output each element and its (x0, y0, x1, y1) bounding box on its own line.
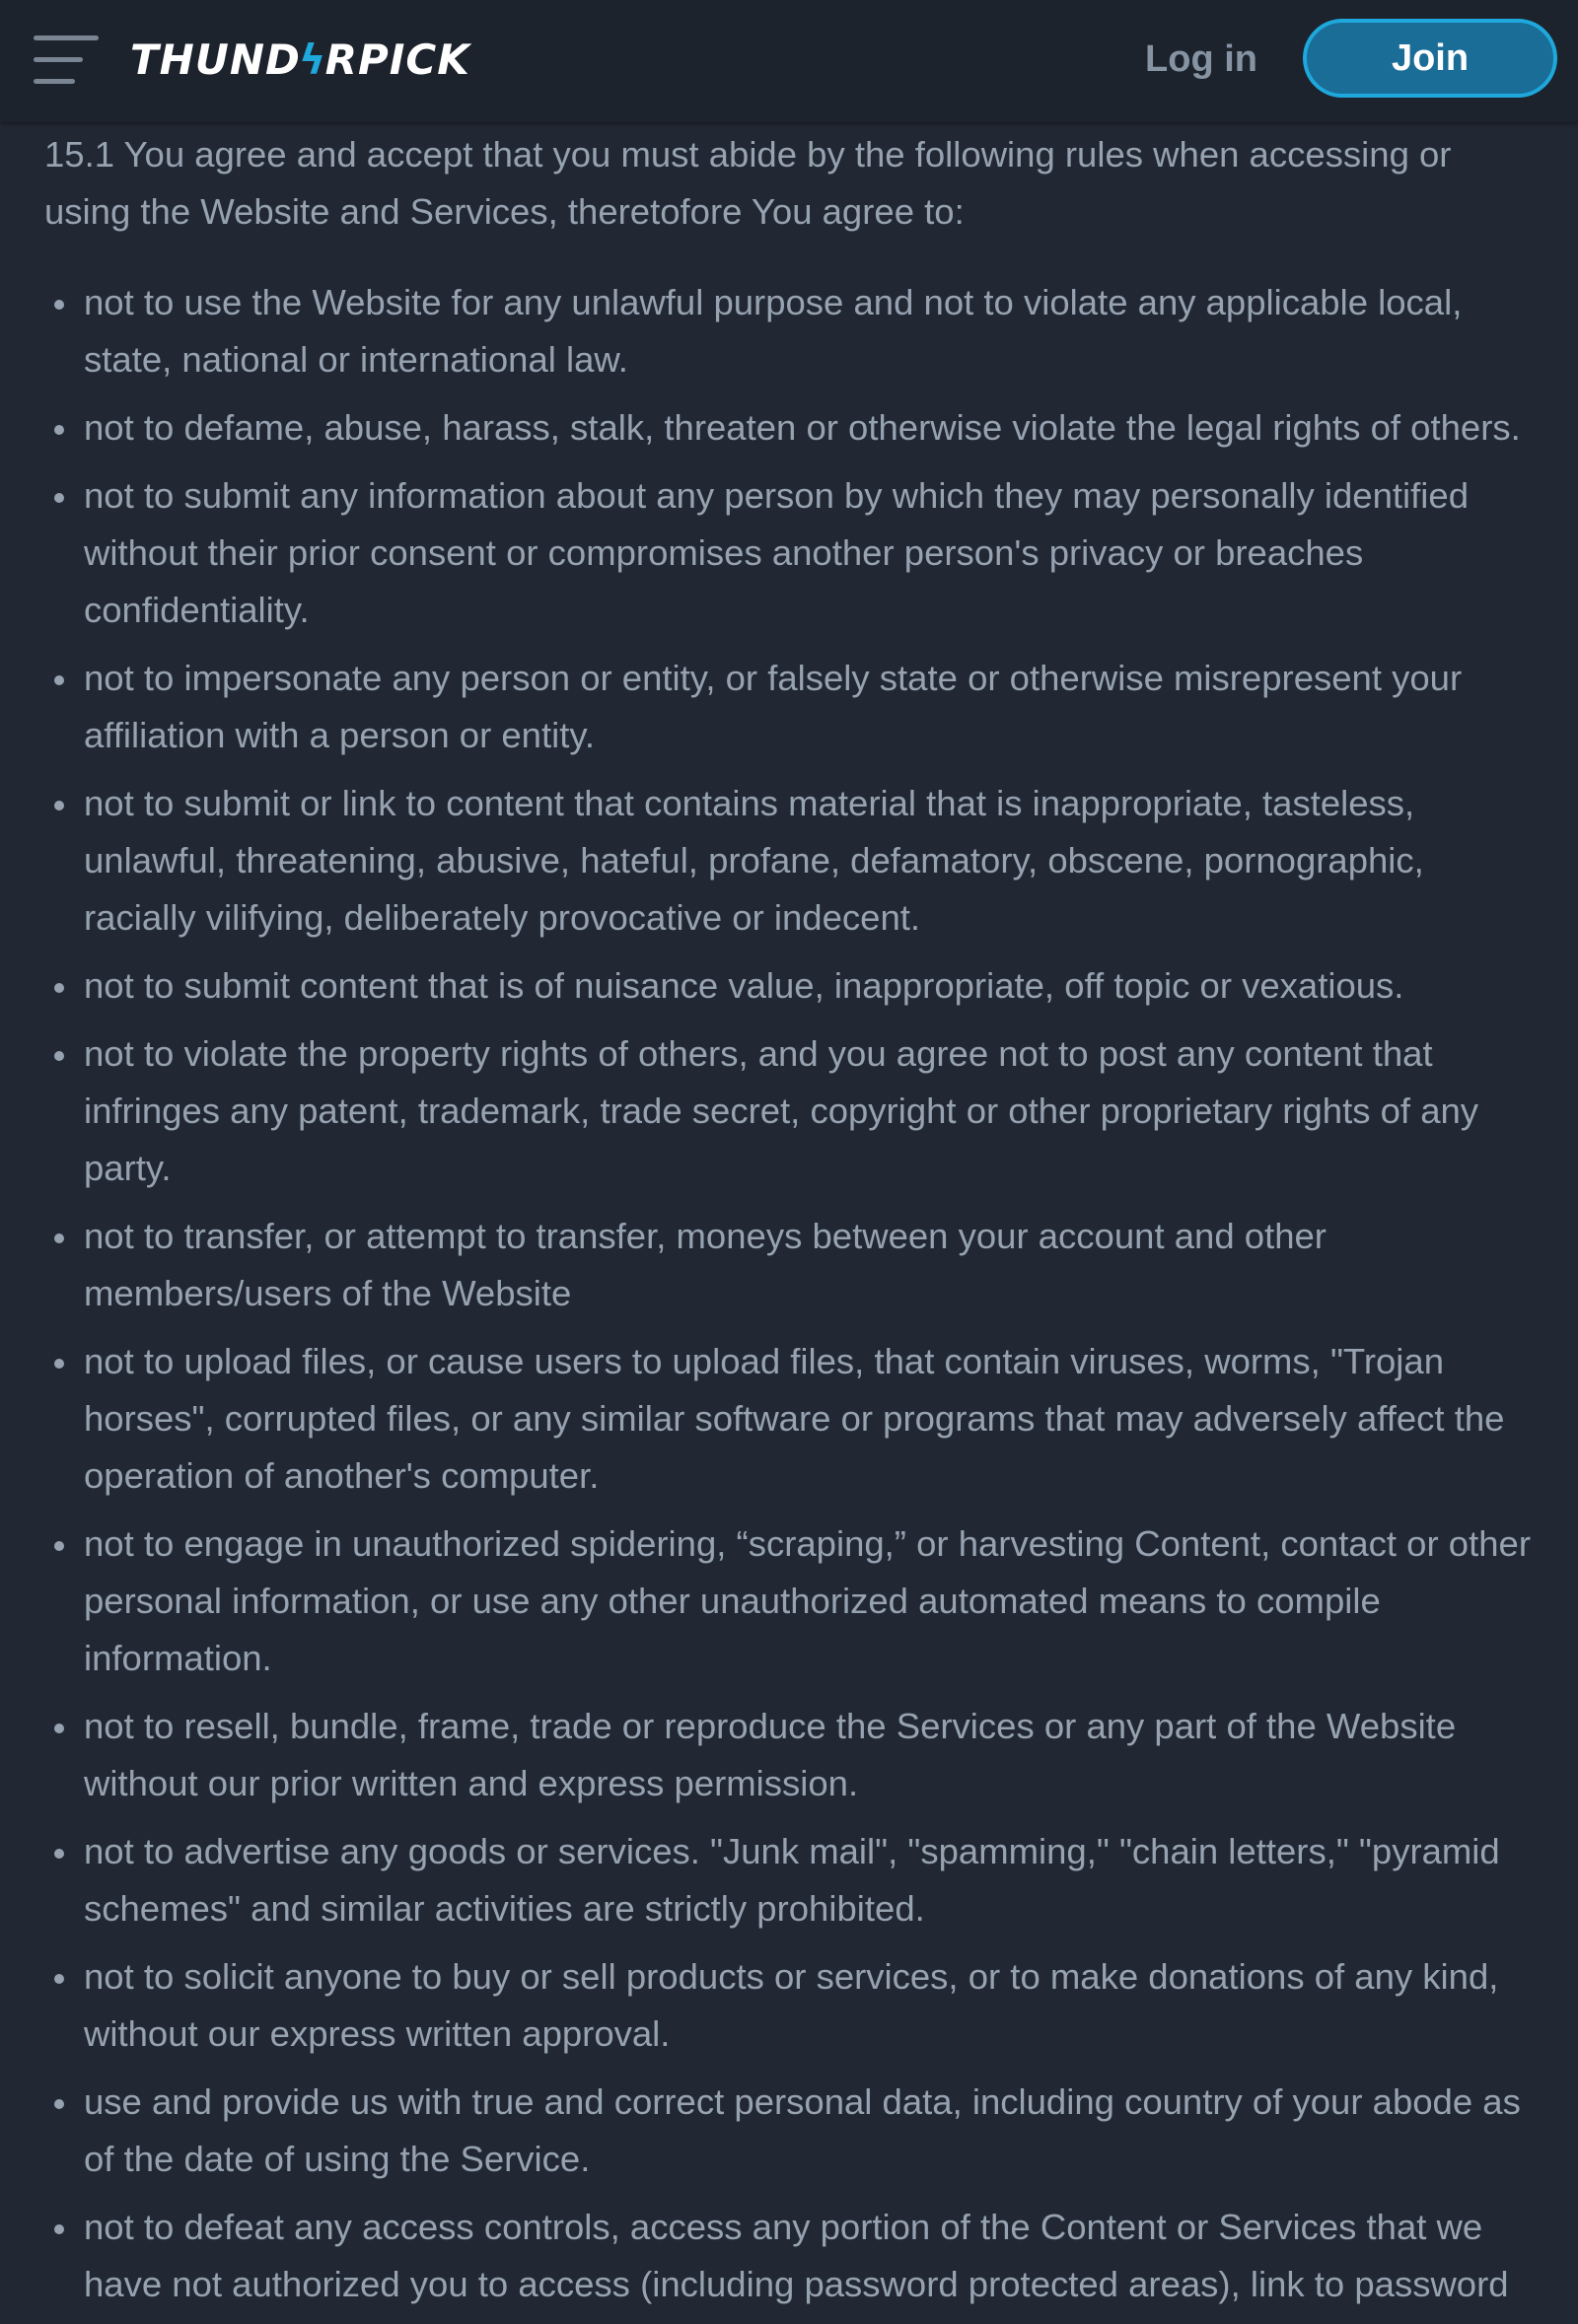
list-item: not to submit content that is of nuisance value, inappropriate, off topic or vexatious. (84, 957, 1543, 1015)
rules-list (44, 274, 1543, 2313)
hamburger-menu-icon[interactable] (34, 34, 99, 87)
list-item: not to use the Website for any unlawful purpose and not to violate any applicable local, state, national or international law. (84, 274, 1543, 388)
terms-content (44, 122, 1543, 2324)
logo-text-suffix: RPICK (324, 35, 470, 84)
list-item: not to engage in unauthorized spidering, “scraping,” or harvesting Content, contact or other personal information, or use any other unauthorized automated means to compile information. (84, 1515, 1543, 1687)
list-item: not to upload files, or cause users to upload files, that contain viruses, worms, "Trojan horses", corrupted files, or any similar software or programs that may adversely affect the operation of another's computer. (84, 1333, 1543, 1505)
list-item: not to solicit anyone to buy or sell products or services, or to make donations of any kind, without our express written approval. (84, 1948, 1543, 2063)
list-item: not to submit or link to content that contains material that is inappropriate, tasteless, unlawful, threatening, abusive, hateful, profane, defamatory, obscene, pornographic, racially vilifying, deliberately provocative or indecent. (84, 775, 1543, 947)
list-item: not to impersonate any person or entity, or falsely state or otherwise misrepresent your affiliation with a person or entity. (84, 650, 1543, 764)
list-item: not to advertise any goods or services. "Junk mail", "spamming," "chain letters," "pyramid schemes" and similar activities are strictly prohibited. (84, 1823, 1543, 1937)
list-item: not to defeat any access controls, access any portion of the Content or Services that we have not authorized you to access (including password protected areas), link to password (84, 2199, 1543, 2313)
logo-text-prefix: THUND (130, 35, 301, 84)
join-button[interactable]: Join (1303, 19, 1557, 98)
thunderpick-logo[interactable] (130, 28, 470, 91)
list-item: not to submit any information about any person by which they may personally identified without their prior consent or compromises another person's privacy or breaches confidentiality. (84, 467, 1543, 639)
login-link[interactable]: Log in (1145, 37, 1257, 80)
list-item: not to transfer, or attempt to transfer, moneys between your account and other members/users of the Website (84, 1208, 1543, 1322)
list-item: not to violate the property rights of others, and you agree not to post any content that infringes any patent, trademark, trade secret, copyright or other proprietary rights of any party. (84, 1025, 1543, 1197)
list-item: not to defame, abuse, harass, stalk, threaten or otherwise violate the legal rights of others. (84, 399, 1543, 457)
lightning-bolt-icon: ϟ (298, 35, 327, 84)
section-intro-paragraph: 15.1 You agree and accept that you must abide by the following rules when accessing or using the Website and Services, theretofore You agree to: (44, 134, 1452, 232)
top-header (0, 0, 1578, 122)
list-item: use and provide us with true and correct personal data, including country of your abode as of the date of using the Service. (84, 2074, 1543, 2188)
list-item: not to resell, bundle, frame, trade or reproduce the Services or any part of the Website without our prior written and express permission. (84, 1698, 1543, 1812)
